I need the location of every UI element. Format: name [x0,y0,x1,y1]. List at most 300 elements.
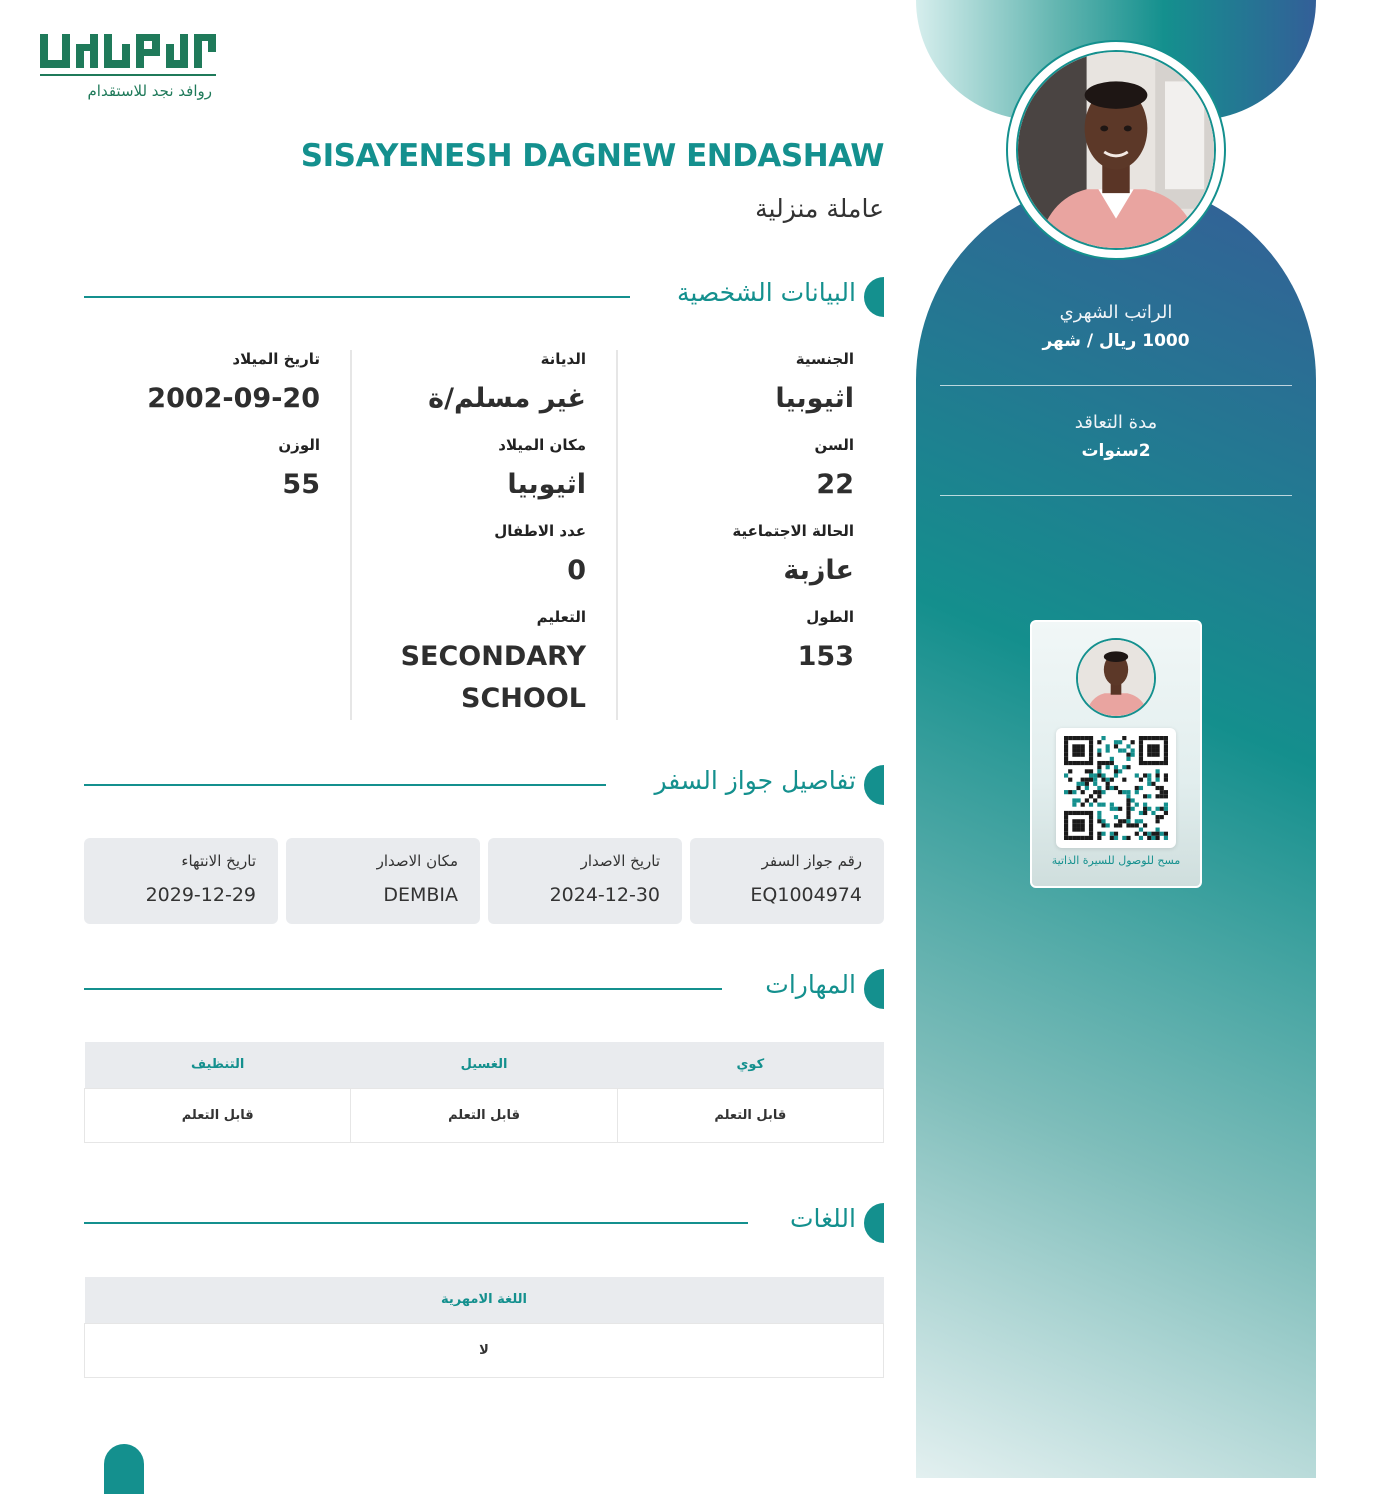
qr-module [1076,748,1080,752]
qr-module [1068,790,1072,794]
card-label: مكان الاصدار [376,852,458,870]
qr-module [1160,832,1164,836]
field-value: 0 [567,555,586,586]
qr-module [1118,819,1122,823]
qr-module [1143,803,1147,807]
personal-column [86,350,352,720]
qr-module [1064,757,1068,761]
personal-column [618,350,884,720]
card-value: 2029-12-29 [145,884,256,906]
qr-module [1110,778,1114,782]
card-value: 2024-12-30 [549,884,660,906]
qr-module [1147,748,1151,752]
field-label: السن [814,436,854,454]
qr-module [1081,748,1085,752]
qr-module [1147,761,1151,765]
qr-module [1139,786,1143,790]
qr-module [1097,819,1101,823]
qr-module [1126,807,1130,811]
qr-module [1076,798,1080,802]
qr-module [1143,794,1147,798]
qr-module [1064,740,1068,744]
qr-module [1097,794,1101,798]
qr-module [1076,736,1080,740]
qr-module [1151,744,1155,748]
qr-module [1143,761,1147,765]
personal-column [352,350,618,720]
qr-module [1139,757,1143,761]
field-label: تاريخ الميلاد [232,350,320,368]
qr-module [1160,807,1164,811]
qr-module [1081,736,1085,740]
qr-module [1114,807,1118,811]
qr-module [1147,773,1151,777]
qr-module [1135,823,1139,827]
qr-module [1139,811,1143,815]
qr-module [1085,761,1089,765]
language-level: لا [85,1323,884,1377]
skills-table [84,1042,884,1143]
qr-module [1156,794,1160,798]
qr-module [1122,819,1126,823]
qr-module [1131,798,1135,802]
card-value: EQ1004974 [750,884,862,906]
qr-module [1093,778,1097,782]
qr-module [1101,823,1105,827]
skill-name: الغسيل [351,1042,617,1088]
card-label: تاريخ الانتهاء [181,852,256,870]
qr-module [1156,828,1160,832]
qr-module [1089,757,1093,761]
qr-module [1122,736,1126,740]
qr-card-photo [1076,638,1156,718]
qr-module [1110,832,1114,836]
section-title: تفاصيل جواز السفر [654,766,856,795]
logo-text: روافد نجد للاستقدام [87,82,212,100]
qr-module [1126,753,1130,757]
qr-module [1139,819,1143,823]
qr-module [1085,778,1089,782]
qr-module [1164,790,1168,794]
field-label: عدد الاطفال [494,522,586,540]
field-religion [362,350,586,420]
qr-module [1101,790,1105,794]
qr-module [1101,819,1105,823]
qr-module [1110,761,1114,765]
language-name: اللغة الامهرية [85,1277,884,1323]
qr-module [1114,832,1118,836]
qr-module [1089,744,1093,748]
qr-module [1068,778,1072,782]
qr-module [1072,836,1076,840]
qr-module [1160,786,1164,790]
qr-module [1126,794,1130,798]
qr-module [1085,769,1089,773]
qr-module [1081,744,1085,748]
qr-module [1139,828,1143,832]
qr-module [1126,823,1130,827]
qr-module [1151,748,1155,752]
salary-block [940,302,1292,351]
profile-photo [1016,50,1216,250]
sidebar-divider [940,385,1292,386]
qr-module [1064,823,1068,827]
qr-module [1072,753,1076,757]
contract-value: 2سنوات [1081,441,1151,461]
qr-module [1151,832,1155,836]
qr-module [1126,790,1130,794]
qr-module [1064,832,1068,836]
qr-module [1097,753,1101,757]
qr-module [1114,765,1118,769]
qr-module [1064,828,1068,832]
qr-module [1072,761,1076,765]
qr-module [1068,761,1072,765]
logo-rule [40,74,216,76]
qr-module [1147,807,1151,811]
section-title: البيانات الشخصية [677,278,856,307]
section-marker [864,277,884,317]
qr-module [1122,748,1126,752]
qr-module [1151,753,1155,757]
qr-module [1156,736,1160,740]
qr-module [1114,815,1118,819]
qr-module [1135,773,1139,777]
job-title: عاملة منزلية [755,194,884,223]
qr-module [1085,811,1089,815]
qr-module [1131,740,1135,744]
card-label: رقم جواز السفر [761,852,862,870]
field-birth-date [96,350,320,420]
qr-module [1164,748,1168,752]
table-row [85,1323,884,1377]
qr-module [1126,798,1130,802]
qr-module [1064,761,1068,765]
qr-module [1147,778,1151,782]
qr-module [1072,803,1076,807]
qr-module [1085,836,1089,840]
qr-module [1114,786,1118,790]
qr-module [1114,836,1118,840]
qr-module [1143,832,1147,836]
qr-module [1097,765,1101,769]
logo-mark-icon [40,30,216,74]
qr-module [1135,819,1139,823]
qr-module [1110,786,1114,790]
field-value: غير مسلم/ة [428,383,586,414]
qr-module [1089,828,1093,832]
card-label: تاريخ الاصدار [580,852,660,870]
qr-module [1081,823,1085,827]
qr-module [1097,748,1101,752]
qr-module [1164,778,1168,782]
qr-module [1156,744,1160,748]
qr-module [1106,786,1110,790]
qr-module [1114,773,1118,777]
qr-module [1114,769,1118,773]
qr-module [1126,744,1130,748]
qr-module [1093,773,1097,777]
table-header-row [85,1277,884,1323]
qr-module [1085,798,1089,802]
qr-module [1085,782,1089,786]
section-rule [84,784,606,786]
qr-module [1081,753,1085,757]
qr-module [1089,736,1093,740]
qr-module [1089,811,1093,815]
qr-module [1089,836,1093,840]
qr-module [1156,786,1160,790]
field-birth-place [362,436,586,506]
qr-module [1147,736,1151,740]
qr-module [1164,836,1168,840]
skill-name: التنظيف [85,1042,351,1088]
qr-module [1151,736,1155,740]
qr-module [1118,748,1122,752]
field-education [362,608,586,720]
qr-module [1114,744,1118,748]
section-personal-header [84,276,884,318]
qr-module [1064,736,1068,740]
qr-module [1164,753,1168,757]
qr-module [1097,836,1101,840]
qr-module [1085,786,1089,790]
qr-module [1081,819,1085,823]
qr-module [1064,819,1068,823]
qr-module [1131,807,1135,811]
qr-module [1076,782,1080,786]
qr-module [1122,778,1126,782]
qr-module [1164,744,1168,748]
qr-module [1160,736,1164,740]
qr-module [1097,811,1101,815]
qr-module [1089,823,1093,827]
card-value: DEMBIA [383,884,458,906]
qr-code-icon [1064,736,1168,840]
qr-module [1072,811,1076,815]
section-rule [84,1222,748,1224]
qr-module [1156,769,1160,773]
field-label: الديانة [540,350,586,368]
qr-module [1064,748,1068,752]
qr-module [1122,836,1126,840]
qr-module [1139,740,1143,744]
qr-module [1164,740,1168,744]
qr-module [1156,815,1160,819]
qr-module [1101,778,1105,782]
qr-module [1064,744,1068,748]
qr-module [1122,765,1126,769]
qr-card[interactable] [1030,620,1202,888]
qr-module [1147,753,1151,757]
qr-module [1089,819,1093,823]
qr-module [1068,811,1072,815]
qr-module [1076,828,1080,832]
qr-module [1156,832,1160,836]
personal-data-grid [84,350,884,720]
qr-module [1097,769,1101,773]
qr-module [1151,836,1155,840]
qr-module [1072,744,1076,748]
qr-module [1089,803,1093,807]
qr-module [1139,753,1143,757]
qr-module [1156,761,1160,765]
field-value: 153 [797,641,854,672]
qr-module [1106,761,1110,765]
salary-value: 1000 ريال / شهر [1042,331,1190,351]
qr-module [1126,811,1130,815]
qr-module [1068,836,1072,840]
qr-module [1110,757,1114,761]
qr-module [1076,811,1080,815]
qr-module [1097,832,1101,836]
qr-module [1156,748,1160,752]
profile-sidebar [916,0,1316,1478]
qr-module [1089,753,1093,757]
qr-module [1101,832,1105,836]
qr-module [1139,736,1143,740]
section-passport-header [84,764,884,806]
field-nationality [628,350,854,420]
qr-module [1085,736,1089,740]
qr-module [1081,803,1085,807]
field-value: 2002-09-20 [147,383,320,414]
qr-module [1106,748,1110,752]
qr-module [1118,823,1122,827]
qr-module [1081,811,1085,815]
field-value: SECONDARY SCHOOL [400,641,586,714]
profile-photo-frame [1006,40,1226,260]
section-marker [864,765,884,805]
qr-module [1143,823,1147,827]
qr-module [1131,748,1135,752]
contract-block [940,412,1292,461]
qr-module [1081,782,1085,786]
qr-module [1164,757,1168,761]
qr-module [1126,765,1130,769]
person-portrait-icon [1078,640,1154,716]
qr-module [1156,753,1160,757]
qr-module [1126,836,1130,840]
qr-module [1143,736,1147,740]
qr-module [1139,748,1143,752]
worker-name: SISAYENESH DAGNEW ENDASHAW [300,138,884,174]
passport-cards [84,838,884,924]
qr-module [1076,819,1080,823]
field-marital-status [628,522,854,592]
skill-level: قابل التعلم [85,1088,351,1142]
qr-module [1097,773,1101,777]
field-height [628,608,854,678]
qr-module [1126,757,1130,761]
qr-module [1072,819,1076,823]
section-marker [864,969,884,1009]
qr-module [1068,736,1072,740]
qr-module [1122,790,1126,794]
qr-module [1076,836,1080,840]
section-title: المهارات [765,970,856,999]
field-value: اثيوبيا [507,469,586,500]
qr-module [1081,836,1085,840]
field-label: الوزن [278,436,320,454]
section-title: اللغات [789,1204,856,1233]
qr-module [1097,761,1101,765]
qr-module [1135,790,1139,794]
qr-module [1101,803,1105,807]
field-label: الطول [806,608,854,626]
qr-module [1068,769,1072,773]
qr-module [1106,744,1110,748]
field-label: مكان الميلاد [498,436,586,454]
qr-module [1156,807,1160,811]
qr-module [1089,740,1093,744]
qr-module [1097,803,1101,807]
qr-module [1097,790,1101,794]
qr-module [1093,790,1097,794]
field-value: عازبة [783,555,854,586]
qr-module [1064,815,1068,819]
skill-level: قابل التعلم [617,1088,883,1142]
qr-code[interactable] [1056,728,1176,848]
qr-module [1126,803,1130,807]
field-value: اثيوبيا [775,383,854,414]
qr-module [1072,828,1076,832]
qr-module [1081,778,1085,782]
qr-module [1081,828,1085,832]
qr-module [1101,773,1105,777]
qr-module [1164,773,1168,777]
field-age [628,436,854,506]
qr-module [1156,773,1160,777]
table-row [85,1088,884,1142]
qr-module [1118,740,1122,744]
qr-module [1076,786,1080,790]
qr-module [1081,761,1085,765]
qr-module [1118,769,1122,773]
section-languages-header [84,1202,884,1244]
qr-module [1118,790,1122,794]
qr-module [1101,761,1105,765]
field-value: 55 [282,469,320,500]
qr-module [1139,744,1143,748]
qr-module [1064,811,1068,815]
qr-module [1143,807,1147,811]
footer-marker [104,1444,144,1494]
qr-module [1064,790,1068,794]
qr-module [1164,811,1168,815]
qr-module [1093,798,1097,802]
qr-module [1126,819,1130,823]
qr-module [1089,794,1093,798]
person-portrait-icon [1018,52,1214,248]
qr-module [1160,794,1164,798]
skill-name: كوي [617,1042,883,1088]
qr-module [1110,807,1114,811]
table-header-row [85,1042,884,1088]
qr-module [1147,794,1151,798]
qr-module [1076,761,1080,765]
qr-module [1072,823,1076,827]
qr-module [1089,761,1093,765]
salary-label: الراتب الشهري [1059,302,1173,323]
qr-module [1126,815,1130,819]
qr-module [1110,836,1114,840]
sidebar-divider [940,495,1292,496]
qr-module [1114,740,1118,744]
qr-module [1072,798,1076,802]
qr-module [1089,773,1093,777]
qr-module [1097,815,1101,819]
